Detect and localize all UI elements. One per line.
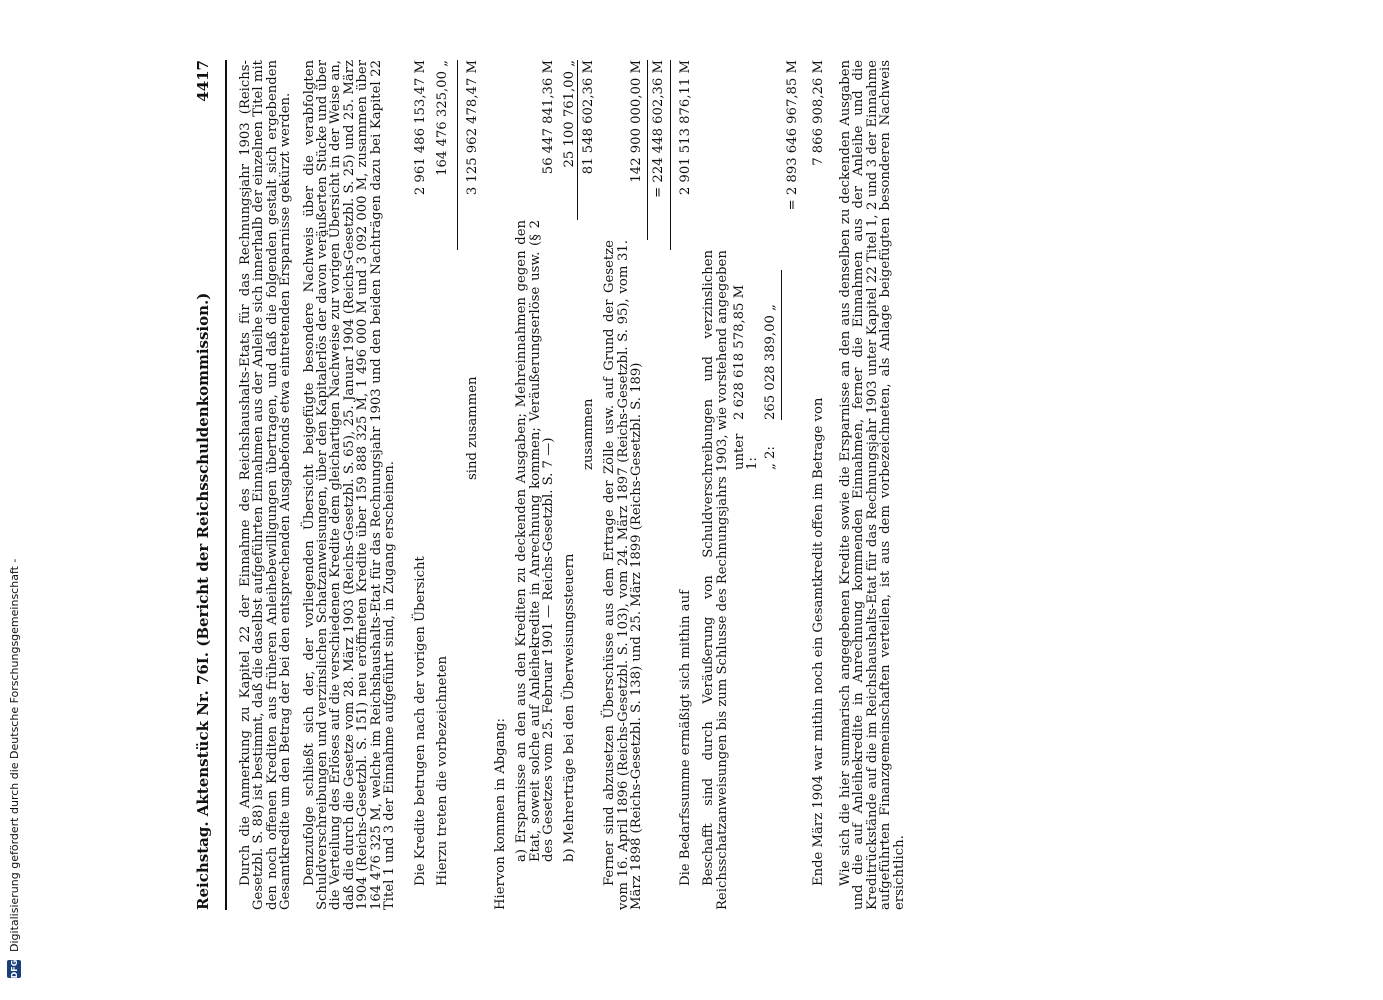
item-b: [563, 60, 576, 862]
abgang-total: = 224 448 602,36 M: [651, 60, 667, 198]
ferner-rule: [647, 60, 648, 240]
document-body: [185, 60, 1235, 910]
kredite-amount: 2 961 486 153,47 M: [413, 60, 429, 196]
zusammen-label: sind zusammen: [465, 376, 481, 480]
hinzu-label: Hierzu treten die vorbezeichneten: [434, 656, 450, 886]
ende-label: Ende März 1904 war mithin noch ein Gesamtkredit offen im Betrage von: [810, 397, 826, 886]
ab-sum-amount: 81 548 602,36 M: [580, 60, 596, 175]
beschafft-text: Beschafft sind durch Veräußerung von Schuldverschreibungen und verzinslichen Reichsschatzanweisungen bis zum Schlusse des Rechnungsjahrs 1903, wie vorstehend angegeben: [701, 250, 730, 910]
kredite-line: [414, 60, 427, 910]
ende-amount: 7 866 908,26 M: [810, 60, 826, 166]
beschafft-total: = 2 893 646 967,85 M: [785, 60, 801, 211]
bedarf-label: Die Bedarfssumme ermäßigt sich mithin auf: [677, 590, 693, 886]
unter1-label: unter 1:: [731, 433, 761, 470]
ferner-amount: 142 900 000,00 M: [628, 60, 644, 183]
ferner-row: [603, 60, 643, 910]
hinzu-line: [436, 60, 449, 910]
intro-paragraph: Durch die Anmerkung zu Kapitel 22 der Einnahme des Reichshaushalts-Etats für das Rechnungsjahr 1903 (Reichs-Gesetzbl. S. 88) ist bestimmt, daß die daselbst aufgeführten Einnahmen aus der Anleihe sich innerhalb der einzelnen Titel mit den noch offenen Krediten aus früheren Anleihebewilligungen übertragen, und daß die folgenden gestalt sich ergebenden Gesamtkredite um den Betrag der bei den entsprechenden Ausgabefonds etwa eintretenden Ersparnisse gekürzt werden.: [238, 60, 294, 910]
dfg-logo: DFG: [7, 960, 21, 978]
unter-rule: [781, 270, 782, 420]
item-a-text: a) Ersparnisse an den aus den Krediten zu deckenden Ausgaben; Mehreinnahmen gegen den Etat, soweit solche auf Anleihekredite in Anrechnung kommen; Veräußerungserlöse usw. (§ 2 des Gesetzes vom 25. Februar 1901 — Reichs-Gesetzbl. S. 7 —): [514, 220, 556, 862]
ferner-text: Ferner sind abzusetzen Überschüsse aus dem Ertrage der Zölle usw. auf Grund der Gesetze vom 16. April 1896 (Reichs-Gesetzbl. S. 103), vom 24. März 1897 (Reichs-Gesetzbl. S. 95), vom 31. März 1898 (Reichs-Gesetzbl. S. 138) und 25. März 1899 (Reichs-Gesetzbl. S. 189): [602, 240, 644, 910]
unter2-line: [764, 60, 777, 910]
closing-paragraph: Wie sich die hier summarisch angegebenen Kredite sowie die Ersparnisse an den aus denselben zu deckenden Ausgaben und die auf Anleihekredite in Anrechnung kommenden Einnahmen, ferner die Einnahmen aus der Anleihe und die Kreditrückstände auf die im Reichshaushalts-Etat für das Rechnungsjahr 1903 unter Kapitel 22 Titel 1, 2 und 3 der Einnahme aufgeführten Finanzgemeinschaften verteilen, ist aus dem vorbezeichneten, als Anlage beigefügten besonderen Nachweis ersichtlich.: [838, 60, 907, 910]
second-paragraph: Demzufolge schließt sich der, der vorliegenden Übersicht beigefügte besondere Nachweis über die verabfolgten Schuldverschreibungen und verzinslichen Schatzanweisungen, über den Kapitalerlös der davon veräußerten Stücke und über die Verteilung des Erlöses auf die verschiedenen Kredite dem gleichartigen Nachweise zur vorigen Übersicht in der Weise an, daß die durch die Gesetze vom 28. März 1903 (Reichs-Gesetzbl. S. 65), 25. Januar 1904 (Reichs-Gesetzbl. S. 25) und 25. März 1904 (Reichs-Gesetzbl. S. 151) neu eröffneten Kredite über 159 888 325 M, 1 496 000 M und 3 092 000 M, zusammen über 164 476 325 M, welche im Reichshaushalts-Etat für das Rechnungsjahr 1903 und den beiden Nachträgen dazu bei Kapitel 22 Titel 1 und 3 der Einnahme aufgeführt sind, in Zugang erscheinen.: [301, 60, 398, 910]
abgang-items: [515, 60, 577, 910]
ab-sum-line: [582, 60, 595, 910]
credit-text: Digitalisierung gefördert durch die Deutsche Forschungsgemeinschaft -: [7, 558, 21, 952]
bedarf-rule: [670, 60, 671, 250]
bedarf-amount: 2 901 513 876,11 M: [677, 60, 693, 196]
ab-sum-label: zusammen: [580, 398, 596, 470]
page-header: [185, 60, 227, 910]
zusammen-line: [466, 60, 479, 910]
item-a: [515, 60, 555, 862]
kredite-label: Die Kredite betrugen nach der vorigen Übersicht: [413, 556, 429, 886]
sum-rule: [457, 60, 458, 250]
running-title: Reichstag. Aktenstück Nr. 76I. (Bericht der Reichsschuldenkommission.): [194, 292, 212, 910]
item-b-text: b) Mehrerträge bei den Überweisungssteuern: [562, 553, 578, 862]
unter2-label: „ 2:: [762, 446, 778, 470]
digitization-credit: [0, 8, 28, 978]
unter2-amount: 265 028 389,00 „: [762, 304, 778, 420]
unter1-line: [733, 60, 760, 910]
item-b-amount: 25 100 761,00 „: [562, 60, 578, 168]
zusammen-amount: 3 125 962 478,47 M: [465, 60, 481, 196]
item-a-amount: 56 447 841,36 M: [540, 60, 556, 175]
abgang-intro: Hiervon kommen in Abgang:: [492, 718, 508, 910]
unter1-amount: 2 628 618 578,85 M: [731, 284, 747, 420]
ende-line: [812, 60, 825, 910]
hinzu-amount: 164 476 325,00 „: [434, 60, 450, 176]
bedarf-line: [679, 60, 692, 910]
page-number: 4417: [194, 60, 212, 102]
